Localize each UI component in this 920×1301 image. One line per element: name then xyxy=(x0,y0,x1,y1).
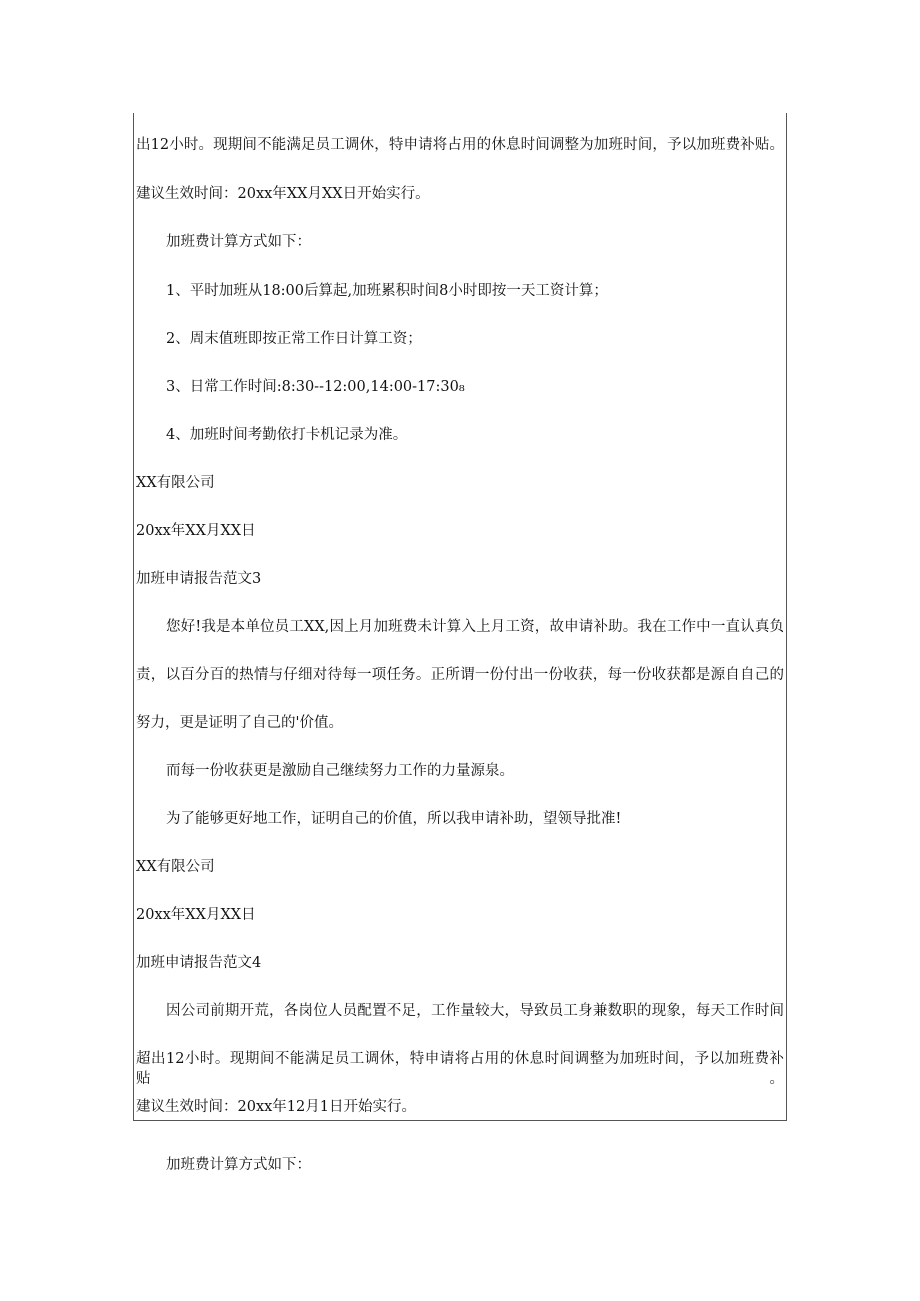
section-title: 加班申请报告范文3 xyxy=(136,571,262,587)
document-date: 20xx年XX月XX日 xyxy=(136,907,256,923)
paragraph-line: 因公司前期开荒，各岗位人员配置不足，工作量较大，导致员工身兼数职的现象，每天工作时间 xyxy=(166,1003,784,1019)
rule-item-3: 3、日常工作时间:8:30--12:00,14:00-17:30₈ xyxy=(166,379,465,395)
document-date: 20xx年XX月XX日 xyxy=(136,523,256,539)
company-name: XX有限公司 xyxy=(136,859,215,875)
paragraph-line: 为了能够更好地工作，证明自己的价值，所以我申请补助，望领导批准! xyxy=(166,811,622,827)
rule-item-2: 2、周末值班即按正常工作日计算工资； xyxy=(166,331,422,347)
paragraph-line: 出12小时。现期间不能满足员工调休，特申请将占用的休息时间调整为加班时间，予以加班费补贴。 xyxy=(136,137,784,153)
section-title: 加班申请报告范文4 xyxy=(136,955,262,971)
paragraph-line: 努力，更是证明了自己的'价值。 xyxy=(136,715,343,731)
paragraph-line: 而每一份收获更是激励自己继续努力工作的力量源泉。 xyxy=(166,763,514,779)
effective-date-text: 建议生效时间：20xx年XX月XX日开始实行。 xyxy=(136,186,430,202)
rule-item-4: 4、加班时间考勤依打卡机记录为准。 xyxy=(166,427,408,443)
paragraph-line: 超出12小时。现期间不能满足员工调休，特申请将占用的休息时间调整为加班时间，予以加班费补贴。 xyxy=(136,1051,784,1087)
rule-item-1: 1、平时加班从18:00后算起,加班累积时间8小时即按一天工资计算； xyxy=(166,283,608,299)
calc-intro-text: 加班费计算方式如下： xyxy=(166,234,311,250)
paragraph-line: 责，以百分百的热情与仔细对待每一项任务。正所谓一份付出一份收获，每一份收获都是源自自己的 xyxy=(136,667,784,683)
calc-intro-text: 加班费计算方式如下： xyxy=(166,1157,311,1173)
effective-date-text: 建议生效时间：20xx年12月1日开始实行。 xyxy=(136,1099,416,1115)
paragraph-line: 您好!我是本单位员工XX,因上月加班费未计算入上月工资，故申请补助。我在工作中一直认真负 xyxy=(166,619,784,635)
company-name: XX有限公司 xyxy=(136,475,215,491)
